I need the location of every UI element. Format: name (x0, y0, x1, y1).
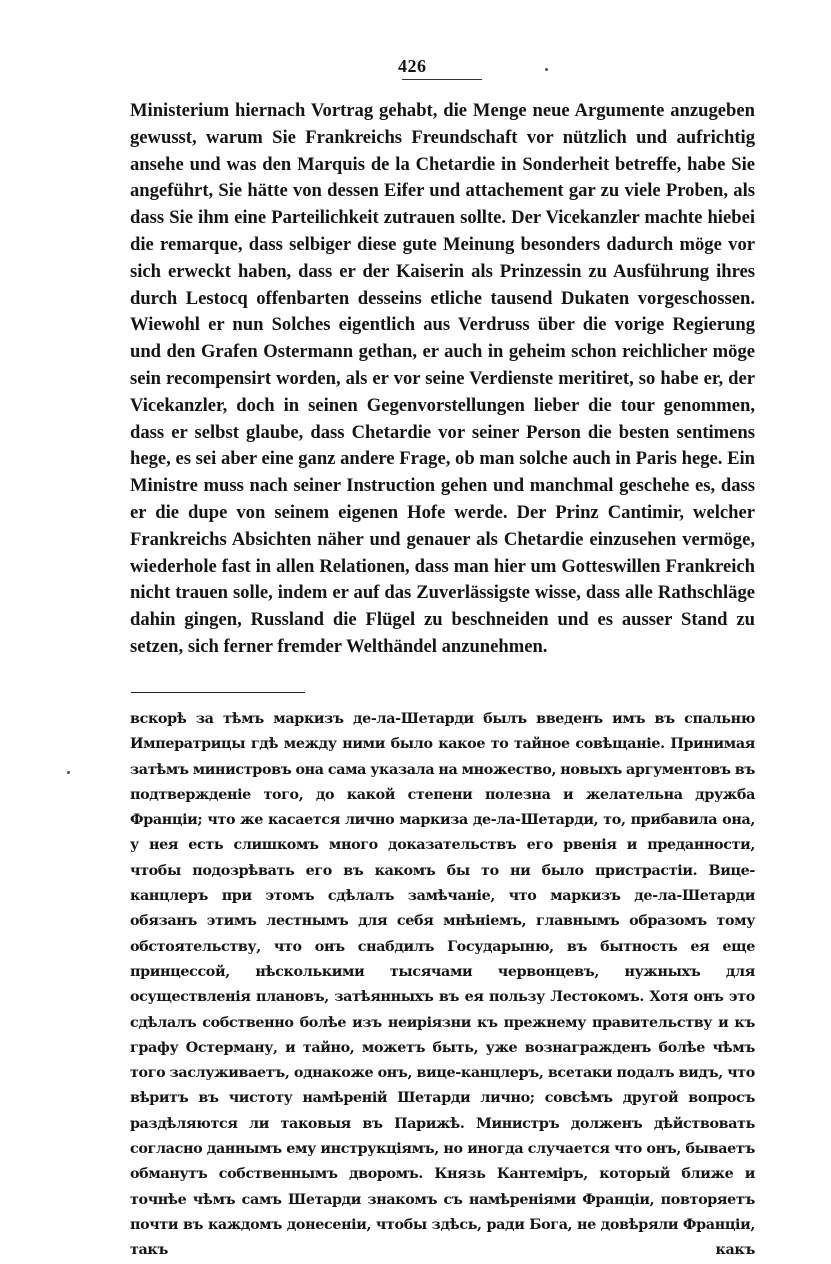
scan-speck (67, 771, 70, 774)
main-body-text: Ministerium hiernach Vortrag gehabt, die Menge neue Argumente anzugeben gewusst, warum Sie Frankreichs Freundschaft vor nützlich und aufrichtig ansehe und was den Marquis de la Chetardie in Sonderheit betreffe, habe Sie angeführt, Sie hätte von dessen Eifer und attachement gar zu viele Proben, als dass Sie ihm eine Parteilichkeit zutrauen sollte. Der Vicekanzler machte hiebei die remarque, dass selbiger diese gute Meinung besonders dadurch möge vor sich erweckt haben, dass er der Kaiserin als Prinzessin zu Ausführung ihres durch Lestocq offenbarten desseins etliche tausend Dukaten vorgeschossen. Wiewohl er nun Solches eigentlich aus Verdruss über die vorige Regierung und den Grafen Ostermann gethan, er auch in geheim schon reichlicher möge sein recompensirt worden, als er vor seine Verdienste meritiret, so habe er, der Vicekanzler, doch in seinen Gegenvorstellungen lieber die tour genommen, dass er selbst glaube, dass Chetardie vor seiner Person die besten sentimens hege, es sei aber eine ganz andere Frage, ob man solche auch in Paris hege. Ein Ministre muss nach seiner Instruction gehen und manchmal geschehe es, dass er die dupe von seinem eigenen Hofe werde. Der Prinz Cantimir, welcher Frankreichs Absichten näher und genauer als Chetardie einzusehen vermöge, wiederhole fast in allen Relationen, dass man hier um Gotteswillen Frankreich nicht trauen solle, indem er auf das Zuverlässigste wisse, dass alle Rathschläge dahin gingen, Russland die Flügel zu beschneiden und es ausser Stand zu setzen, sich ferner fremder Welthändel anzunehmen. (130, 100, 755, 657)
footnote-separator (131, 692, 305, 693)
footnote-text: вскорѣ за тѣмъ маркизъ де-ла-Шетарди былъ введенъ имъ въ спальню Императрицы гдѣ между ними было какое то тайное совѣщаніе. Принимая затѣмъ министровъ она сама указала на множество, новыхъ аргументовъ въ подтвержденіе того, до какой степени полезна и желательна дружба Франціи; что же касается лично маркиза де-ла-Шетарди, то, прибавила она, у нея есть слишкомъ много доказательствъ его рвенія и преданности, чтобы подозрѣвать его въ какомъ бы то ни было пристрастіи. Вице-канцлеръ при этомъ сдѣлалъ замѣчаніе, что маркизъ де-ла-Шетарди обязанъ этимъ лестнымъ для себя мнѣніемъ, главнымъ образомъ тому обстоятельству, что онъ снабдилъ Государыню, въ бытность ея еще принцессой, нѣсколькими тысячами червонцевъ, нужныхъ для осуществленія плановъ, затѣянныхъ въ ея пользу Лестокомъ. Хотя онъ это сдѣлалъ собственно болѣе изъ неиріязни къ прежнему правительству и къ графу Остерману, и тайно, можетъ быть, уже вознагражденъ болѣе чѣмъ того заслуживаетъ, однакоже онъ, вице-канцлеръ, всетаки подалъ видъ, что вѣритъ въ чистоту намѣреній Шетарди лично; совсѣмъ другой вопросъ раздѣляются ли таковыя въ Парижѣ. Министръ долженъ дѣйствовать согласно даннымъ ему инструкціямъ, но иногда случается что онъ, бываетъ обманутъ собственнымъ дворомъ. Князь Кантеміръ, который ближе и точнѣе чѣмъ самъ Шетарди знакомъ съ намѣреніями Франціи, повторяетъ почти въ каждомъ донесеніи, чтобы здѣсь, ради Бога, не довѣряли Франціи, такъ какъ (130, 711, 755, 1259)
page-number: 426 (398, 56, 427, 76)
scan-speck (545, 68, 548, 71)
page-number-underline (402, 79, 482, 80)
